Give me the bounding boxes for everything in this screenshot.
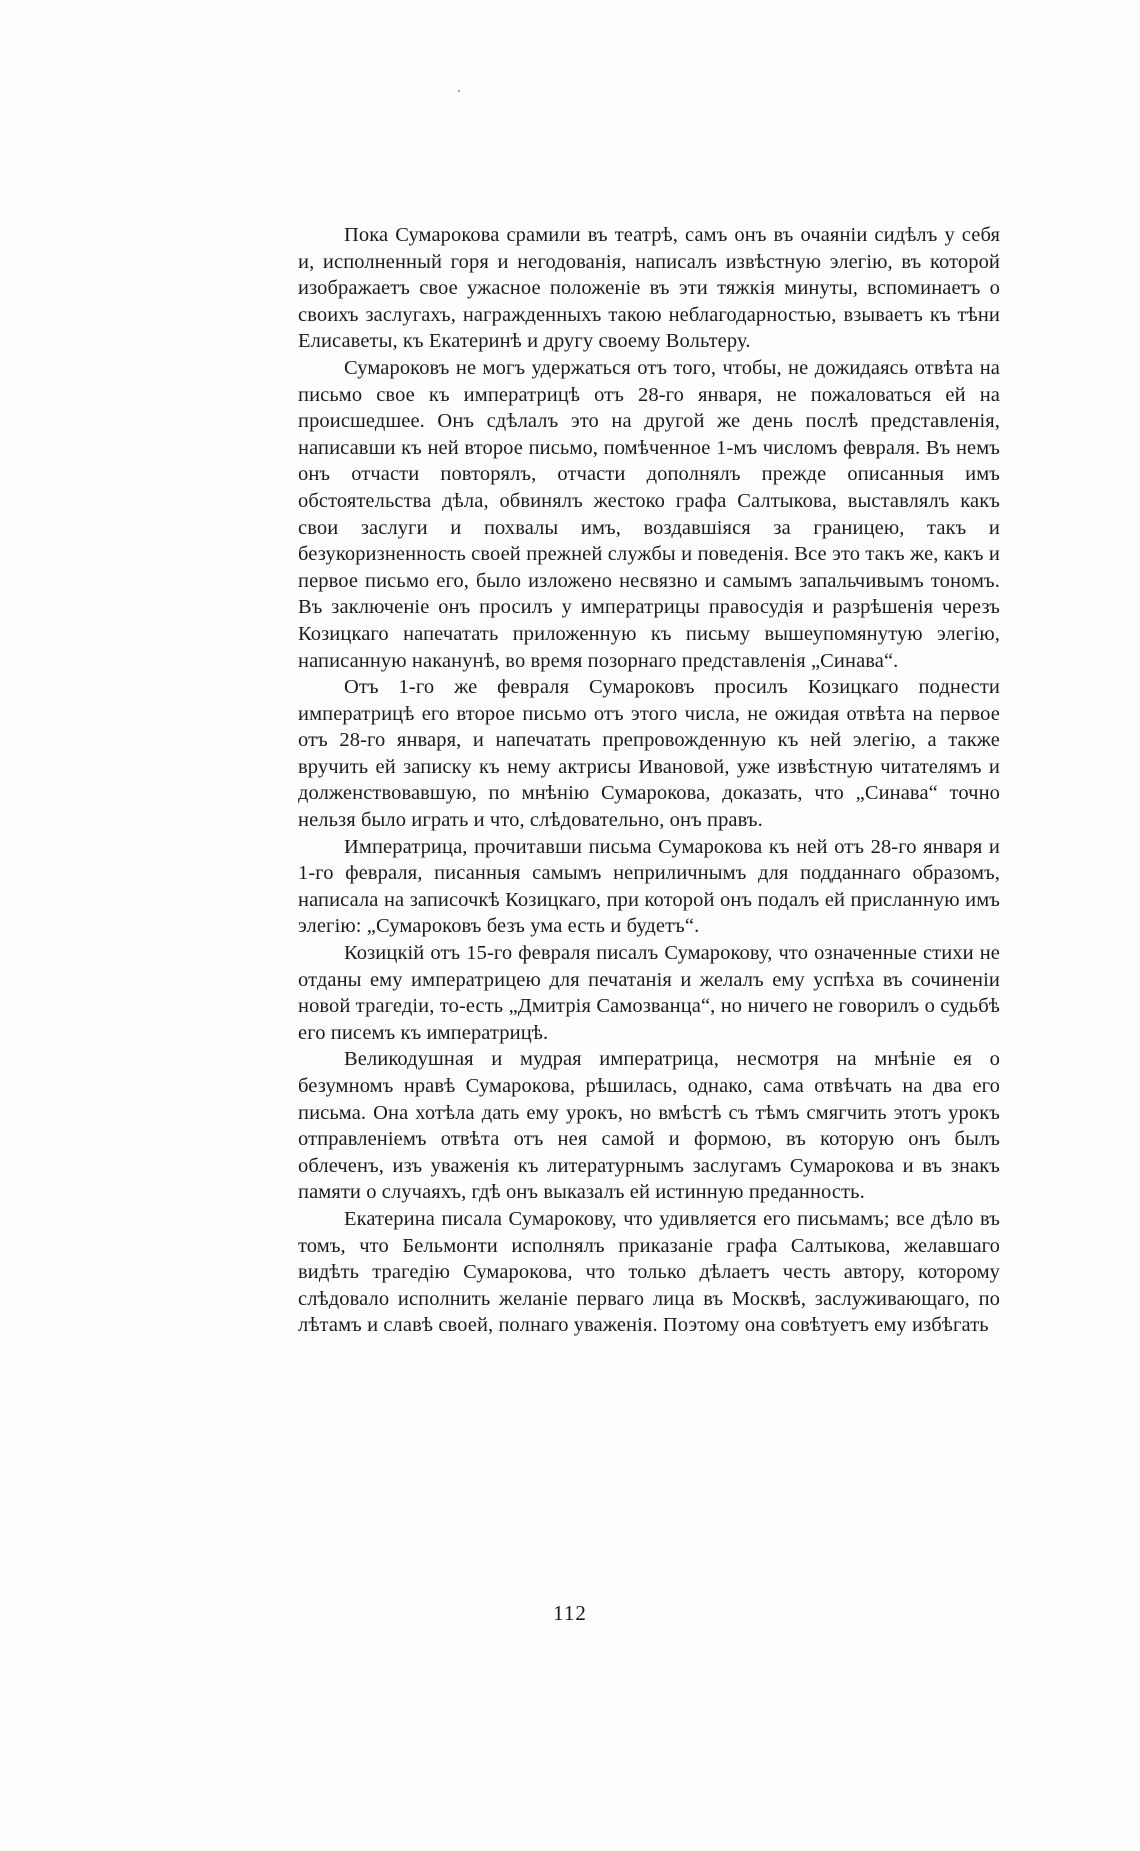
paragraph-7: Екатерина писала Сумарокову, что удивляется его письмамъ; все дѣло въ томъ, что Бельмонти исполнялъ приказаніе графа Салтыкова, желавшаго видѣть трагедію Сумарокова, что только дѣлаетъ честь автору, которому слѣдовало исполнить желаніе перваго лица въ Москвѣ, заслуживающаго, по лѣтамъ и славѣ своей, полнаго уваженія. Поэтому она совѣтуетъ ему избѣгать: [298, 1207, 1000, 1337]
paragraph-2: Сумароковъ не могъ удержаться отъ того, чтобы, не дожидаясь отвѣта на письмо свое къ императрицѣ отъ 28-го января, не пожаловаться ей на происшедшее. Онъ сдѣлалъ это на другой же день послѣ представленія, написавши къ ней второе письмо, помѣченное 1-мъ числомъ февраля. Въ немъ онъ отчасти повторялъ, отчасти дополнялъ прежде описанныя имъ обстоятельства дѣла, обвинялъ жестоко графа Салтыкова, выставлялъ какъ свои заслуги и похвалы имъ, воздавшіяся за границею, такъ и безукоризненность своей прежней службы и поведенія. Все это такъ же, какъ и первое письмо его, было изложено несвязно и самымъ запальчивымъ тономъ. Въ заключеніе онъ просилъ у императрицы правосудія и разрѣшенія черезъ Козицкаго напечатать приложенную къ письму вышеупомянутую элегію, написанную наканунѣ, во время позорнаго представленія „Синава“.: [298, 356, 1000, 672]
body-text: [298, 222, 1000, 1339]
scan-speck: [458, 90, 460, 92]
page-number: 112: [553, 1601, 587, 1625]
paragraph-4: Императрица, прочитавши письма Сумарокова къ ней отъ 28-го января и 1-го февраля, писанныя самымъ неприличнымъ для подданнаго образомъ, написала на записочкѣ Козицкаго, при которой онъ подалъ ей присланную имъ элегію: „Сумароковъ безъ ума есть и будетъ“.: [298, 835, 1000, 938]
paragraph-1: Пока Сумарокова срамили въ театрѣ, самъ онъ въ очаяніи сидѣлъ у себя и, исполненный горя и негодованія, написалъ извѣстную элегію, въ которой изображаетъ свое ужасное положеніе въ эти тяжкія минуты, вспоминаетъ о своихъ заслугахъ, награжденныхъ такою неблагодарностью, взываетъ къ тѣни Елисаветы, къ Екатеринѣ и другу своему Вольтеру.: [298, 224, 1000, 353]
paragraph-5: Козицкій отъ 15-го февраля писалъ Сумарокову, что означенные стихи не отданы ему императрицею для печатанія и желалъ ему успѣха въ сочиненіи новой трагедіи, то-есть „Дмитрія Самозванца“, но ничего не говорилъ о судьбѣ его писемъ къ императрицѣ.: [298, 942, 1000, 1044]
paragraph-6: Великодушная и мудрая императрица, несмотря на мнѣніе ея о безумномъ нравѣ Сумарокова, рѣшилась, однако, сама отвѣчать на два его письма. Она хотѣла дать ему урокъ, но вмѣстѣ съ тѣмъ смягчить этотъ урокъ отправленіемъ отвѣта отъ нея самой и формою, въ которую онъ былъ облеченъ, изъ уваженія къ литературнымъ заслугамъ Сумарокова и въ знакъ памяти о случаяхъ, гдѣ онъ выказалъ ей истинную преданность.: [298, 1048, 1000, 1204]
paragraph-3: Отъ 1-го же февраля Сумароковъ просилъ Козицкаго поднести императрицѣ его второе письмо отъ этого числа, не ожидая отвѣта на первое отъ 28-го января, и напечатать препровожденную къ ней элегію, а также вручить ей записку къ нему актрисы Ивановой, уже извѣстную читателямъ и долженствовавшую, по мнѣнію Сумарокова, доказать, что „Синава“ точно нельзя было играть и что, слѣдовательно, онъ правъ.: [298, 676, 1000, 832]
